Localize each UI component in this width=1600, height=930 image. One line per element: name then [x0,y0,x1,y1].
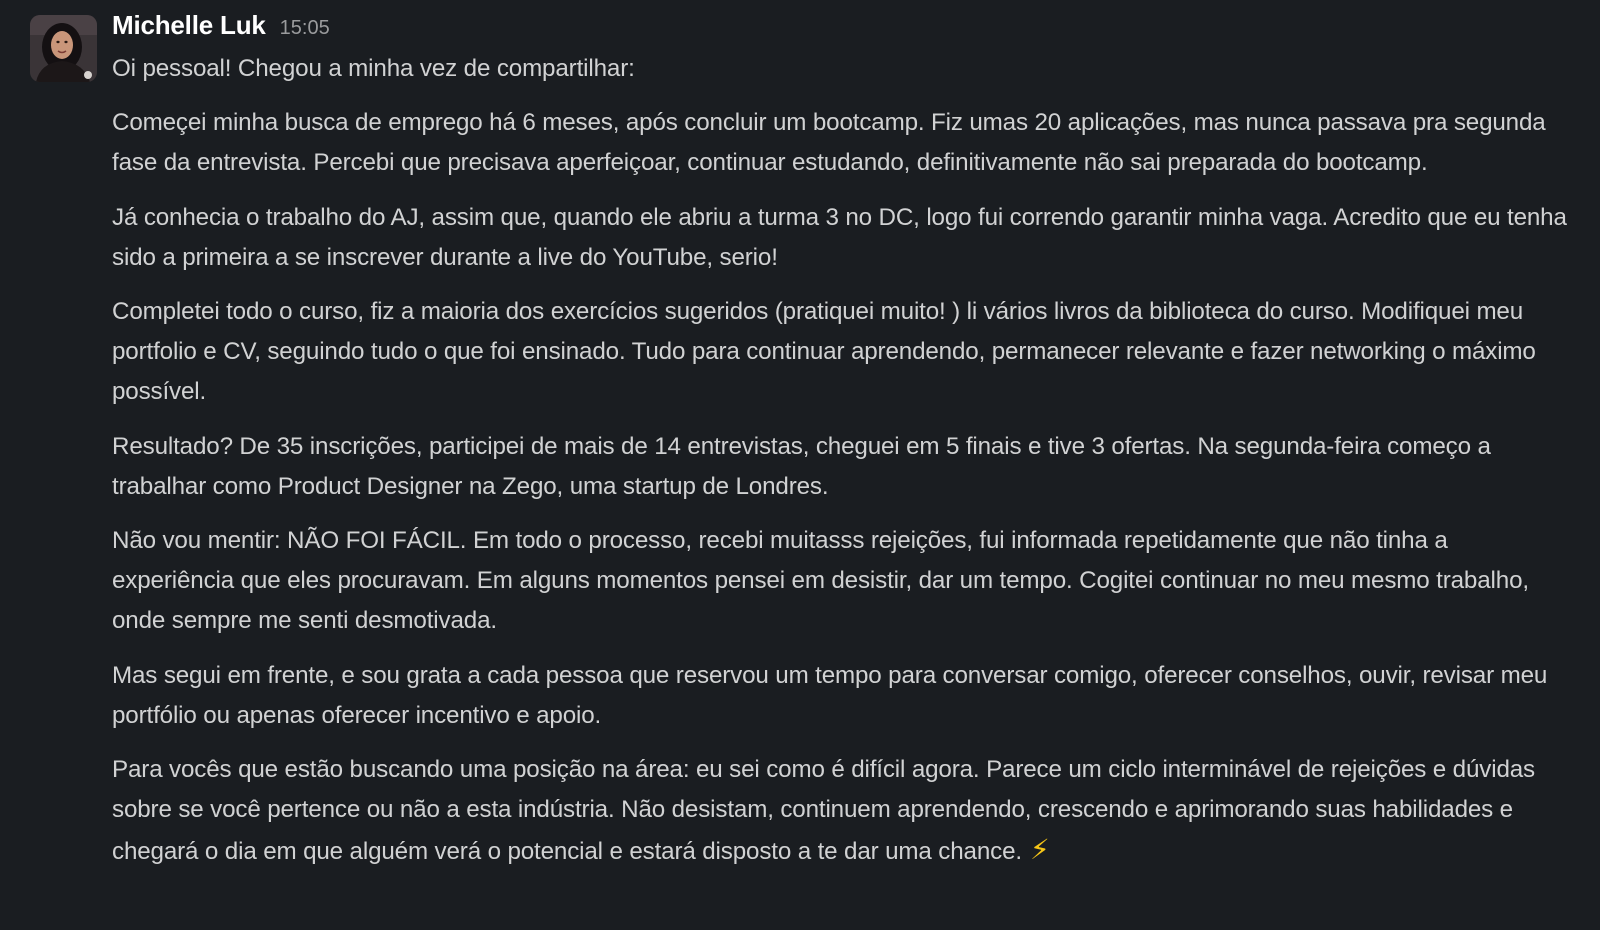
zap-emoji-icon: ⚡ [1029,834,1050,866]
avatar[interactable] [30,15,97,82]
author-name[interactable]: Michelle Luk [112,10,266,40]
message-header [112,10,1572,48]
message-content [112,10,1572,887]
user-photo-avatar [30,15,97,82]
message-paragraph: Já conhecia o trabalho do AJ, assim que, quando ele abriu a turma 3 no DC, logo fui correndo garantir minha vaga. Acredito que eu tenha sido a primeira a se inscrever durante a live do YouTube, serio! [112,203,1567,271]
message-timestamp[interactable]: 15:05 [279,17,330,39]
message-paragraph: Oi pessoal! Chegou a minha vez de compartilhar: [112,55,635,82]
message-paragraph: Completei todo o curso, fiz a maioria dos exercícios sugeridos (pratiquei muito! ) li vários livros da biblioteca do curso. Modifiquei meu portfolio e CV, seguindo tudo o que foi ensinado. Tudo para continuar aprendendo, permanecer relevante e fazer networking o máximo possível. [112,298,1536,406]
message-paragraph: Mas segui em frente, e sou grata a cada pessoa que reservou um tempo para conversar comigo, oferecer conselhos, ouvir, revisar meu portfólio ou apenas oferecer incentivo e apoio. [112,661,1548,729]
message-paragraph: Resultado? De 35 inscrições, participei de mais de 14 entrevistas, cheguei em 5 finais e tive 3 ofertas. Na segunda-feira começo a trabalhar como Product Designer na Zego, uma startup de Londres. [112,432,1491,500]
message-paragraph: Começei minha busca de emprego há 6 meses, após concluir um bootcamp. Fiz umas 20 aplicações, mas nunca passava pra segunda fase da entrevista. Percebi que precisava aperfeiçoar, continuar estudando, definitivamente não sai preparada do bootcamp. [112,109,1546,177]
message-paragraph-last [112,750,1572,873]
message-paragraph-text: Para vocês que estão buscando uma posição na área: eu sei como é difícil agora. Parece um ciclo interminável de rejeições e dúvidas sobre se você pertence ou não a esta indústria. Não desistam, continuem aprendendo, crescendo e aprimorando suas habilidades e chegará o dia em que alguém verá o potencial e estará disposto a te dar uma chance. [112,756,1536,866]
message-paragraph: Não vou mentir: NÃO FOI FÁCIL. Em todo o processo, recebi muitasss rejeições, fui informada repetidamente que não tinha a experiência que eles procuravam. Em alguns momentos pensei em desistir, dar um tempo. Cogitei continuar no meu mesmo trabalho, onde sempre me senti desmotivada. [112,527,1529,635]
